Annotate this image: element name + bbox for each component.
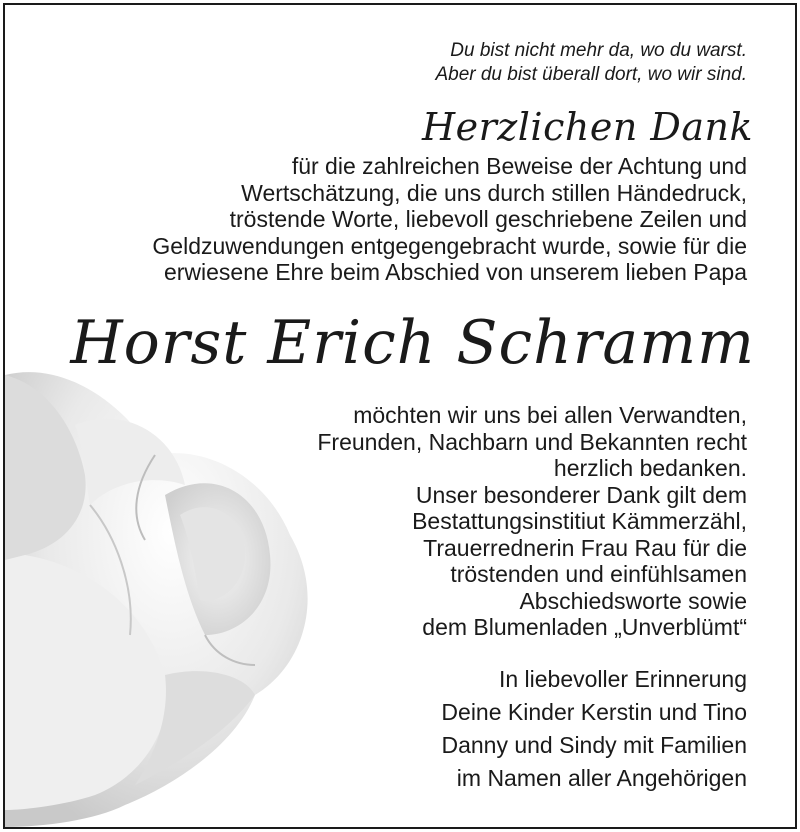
text-line: für die zahlreichen Beweise der Achtung und <box>291 153 747 179</box>
text-line: dem Blumenladen „Unverblümt“ <box>422 614 747 640</box>
signature-line: Deine Kinder Kerstin und Tino <box>441 699 747 725</box>
text-line: tröstende Worte, liebevoll geschriebene Zeilen und <box>229 206 747 232</box>
text-line: erwiesene Ehre beim Abschied von unserem lieben Papa <box>163 259 747 285</box>
text-line: Abschiedsworte sowie <box>519 587 747 614</box>
intro-paragraph <box>152 153 747 286</box>
text-line: Unser besonderer Dank gilt dem <box>415 481 747 508</box>
text-line: Wertschätzung, die uns durch stillen Händedruck, <box>241 179 747 206</box>
signature-line: im Namen aller Angehörigen <box>456 765 747 791</box>
text-line: möchten wir uns bei allen Verwandten, <box>353 402 747 428</box>
text-line: tröstenden und einfühlsamen <box>450 561 747 587</box>
text-line: herzlich bedanken. <box>553 455 747 481</box>
thanks-paragraph <box>317 402 747 641</box>
signature-line: Danny und Sindy mit Familien <box>441 732 747 758</box>
obituary-notice <box>3 3 797 829</box>
text-line: Freunden, Nachbarn und Bekannten recht <box>317 428 747 455</box>
signature-line: In liebevoller Erinnerung <box>498 666 747 692</box>
motto-line: Aber du bist überall dort, wo wir sind. <box>435 64 747 85</box>
text-line: Trauerrednerin Frau Rau für die <box>423 534 747 561</box>
text-line: Bestattungsinstitiut Kämmerzähl, <box>412 508 747 534</box>
text-line: Geldzuwendungen entgegengebracht wurde, sowie für die <box>152 232 747 259</box>
closing-signature <box>441 663 747 795</box>
deceased-name: Horst Erich Schramm <box>70 308 755 378</box>
motto-line: Du bist nicht mehr da, wo du warst. <box>450 40 747 61</box>
motto-quote <box>435 39 747 87</box>
heading-herzlichen-dank: Herzlichen Dank <box>421 105 753 149</box>
white-rose-image <box>5 365 335 827</box>
